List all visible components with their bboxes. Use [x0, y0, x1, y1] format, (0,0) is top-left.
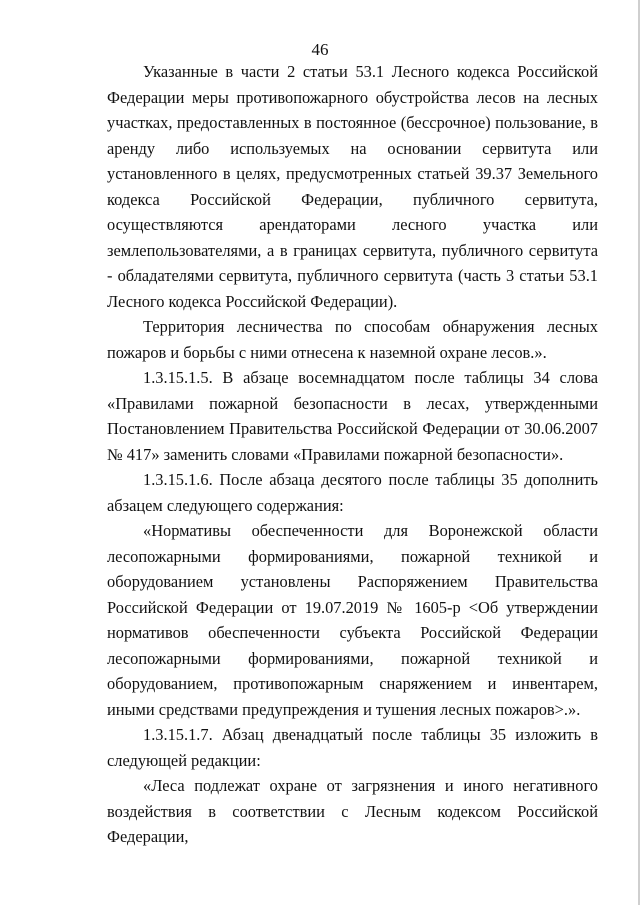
paragraph-item-1-3-15-1-7: 1.3.15.1.7. Абзац двенадцатый после таблицы 35 изложить в следующей редакции:: [107, 725, 598, 770]
page-number: 46: [311, 40, 329, 59]
document-body: [107, 59, 598, 850]
paragraph-item-1-3-15-1-5: 1.3.15.1.5. В абзаце восемнадцатом после таблицы 34 слова «Правилами пожарной безопасности в лесах, утвержденными Постановлением Правительства Российской Федерации от 30.06.2007 № 417» заменить словами «Правилами пожарной безопасности».: [107, 368, 598, 464]
paragraph-ground-protection: Территория лесничества по способам обнаружения лесных пожаров и борьбы с ними отнесена к наземной охране лесов.».: [107, 317, 598, 362]
paragraph-item-1-3-15-1-6: 1.3.15.1.6. После абзаца десятого после таблицы 35 дополнить абзацем следующего содержания:: [107, 470, 598, 515]
paragraph-forest-fire-measures: Указанные в части 2 статьи 53.1 Лесного кодекса Российской Федерации меры противопожарного обустройства лесов на лесных участках, предоставленных в постоянное (бессрочное) пользование, в аренду либо используемых на основании сервитута или установленного в целях, предусмотренных статьей 39.37 Земельного кодекса Российской Федерации, публичного сервитута, осуществляются арендаторами лесного участка или землепользователями, а в границах сервитута, публичного сервитута - обладателями сервитута, публичного сервитута (часть 3 статьи 53.1 Лесного кодекса Российской Федерации).: [107, 62, 598, 311]
paragraph-quoted-norms: «Нормативы обеспеченности для Воронежской области лесопожарными формированиями, пожарной техникой и оборудованием установлены Распоряжением Правительства Российской Федерации от 19.07.2019 № 1605-р <Об утверждении нормативов обеспеченности субъекта Российской Федерации лесопожарными формированиями, пожарной техникой и оборудованием, противопожарным снаряжением и инвентарем, иными средствами предупреждения и тушения лесных пожаров>.».: [107, 521, 598, 719]
paragraph-quoted-forest-protection: «Леса подлежат охране от загрязнения и иного негативного воздействия в соответствии с Лесным кодексом Российской Федерации,: [107, 776, 598, 846]
